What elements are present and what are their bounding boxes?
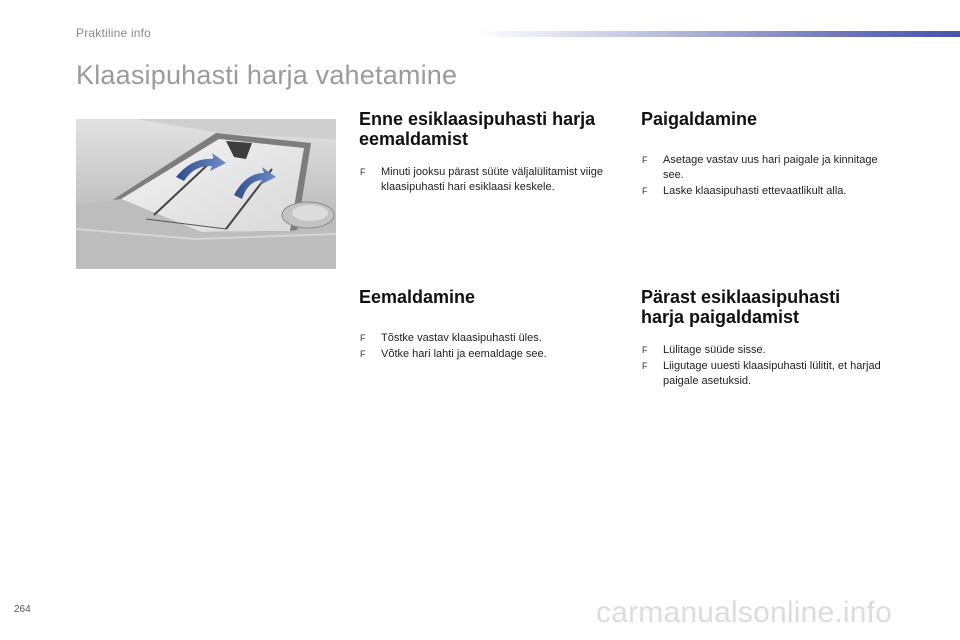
list-item: F Lülitage süüde sisse. [642,344,766,356]
bullet-icon: F [642,361,648,371]
bullet-icon: F [360,349,366,359]
section-label: Praktiline info [76,26,152,40]
section-heading-before-removal [359,109,609,149]
page-title: Klaasipuhasti harja vahetamine [76,60,458,90]
instruction-list [641,343,891,389]
heading-line: Pärast esiklaasipuhasti [641,287,841,307]
bullet-icon: F [642,345,648,355]
bullet-icon: F [642,155,648,165]
section-heading-removal: Eemaldamine [359,287,476,307]
section-removal [359,287,609,363]
heading-line: harja paigaldamist [641,307,800,327]
list-item: F Minuti jooksu pärast süüte väljalülitamist viige klaasipuhasti hari esiklaasi keskele. [360,166,603,193]
section-heading-installation: Paigaldamine [641,109,758,129]
section-after-installation [641,287,891,390]
section-heading-after-installation [641,287,891,327]
list-item: F Asetage vastav uus hari paigale ja kinnitage see. [642,154,878,181]
heading-line: Enne esiklaasipuhasti harja [359,109,596,129]
list-item: F Tõstke vastav klaasipuhasti üles. [360,332,542,344]
instruction-list [359,165,609,195]
instruction-list [641,153,891,199]
list-item: F Võtke hari lahti ja eemaldage see. [360,348,547,360]
list-item: F Laske klaasipuhasti ettevaatlikult alla. [642,185,847,197]
section-before-removal [359,109,609,196]
page-number: 264 [14,604,31,615]
heading-line: eemaldamist [359,129,469,149]
section-installation [641,109,891,200]
watermark-text: carmanualsonline.info [596,596,893,629]
bullet-icon: F [360,333,366,343]
list-item: F Liigutage uuesti klaasipuhasti lülitit, et harjad paigale asetuksid. [642,360,881,387]
car-windscreen-image [76,119,336,269]
bullet-icon: F [642,186,648,196]
header-accent-bar [475,31,960,37]
instruction-list [359,331,609,362]
bullet-icon: F [360,167,366,177]
windscreen-wiper-illustration [76,119,336,269]
